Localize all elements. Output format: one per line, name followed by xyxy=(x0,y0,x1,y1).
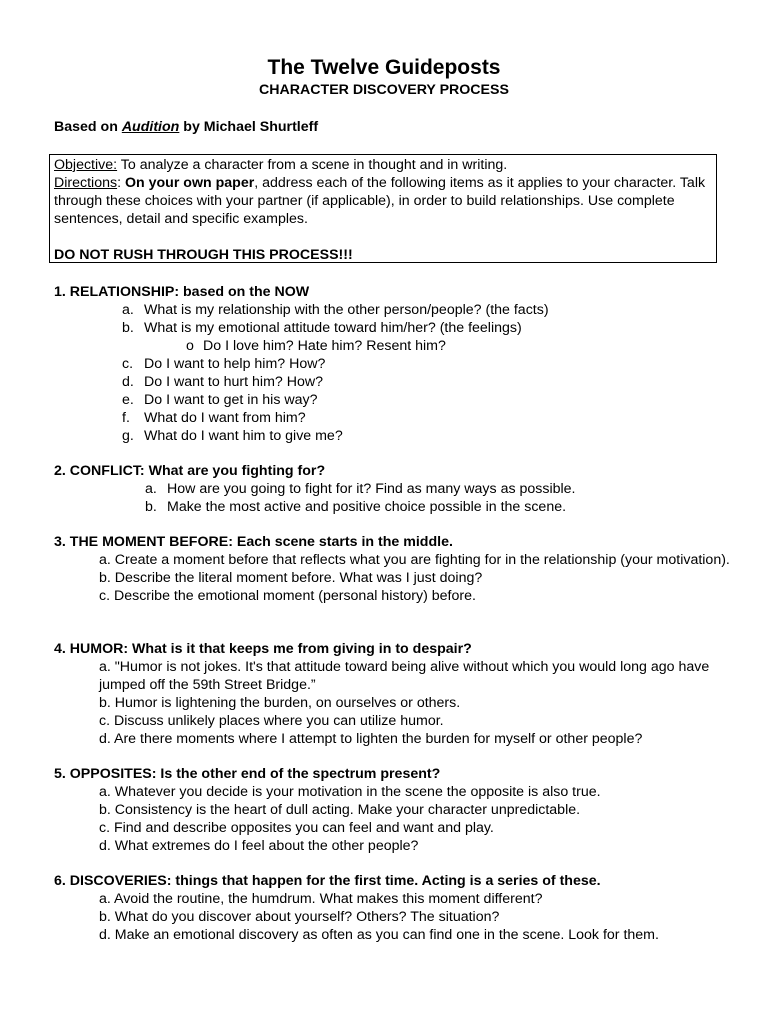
directions-emphasis: On your own paper xyxy=(124,175,255,191)
list-item: b. What do you discover about yourself? Others? The situation? xyxy=(99,909,500,925)
list-item: d. Are there moments where I attempt to lighten the burden for myself or other people? xyxy=(99,731,643,747)
sub-list-item xyxy=(54,337,734,355)
list-item: b. Consistency is the heart of dull acting. Make your character unpredictable. xyxy=(99,802,581,818)
list-text: How are you going to fight for it? Find as many ways as possible. xyxy=(167,481,576,497)
list-text: Do I want to get in his way? xyxy=(144,392,318,408)
list-text: What is my relationship with the other person/people? (the facts) xyxy=(144,302,549,318)
list-item: a. "Humor is not jokes. It's that attitude toward being alive without which you would long ago have jumped off the 59th Street Bridge.” xyxy=(99,659,710,693)
list-marker: f. xyxy=(122,410,130,426)
list-item: c. Find and describe opposites you can feel and want and play. xyxy=(99,820,494,836)
section-moment-before xyxy=(54,533,734,605)
list-text: Do I want to help him? How? xyxy=(144,356,326,372)
section-discoveries xyxy=(54,872,734,944)
list-text: Make the most active and positive choice possible in the scene. xyxy=(167,499,567,515)
source-line xyxy=(54,119,318,135)
list-item xyxy=(54,355,734,373)
bullet-marker: o xyxy=(186,338,194,354)
list-item xyxy=(54,498,734,516)
source-book-title: Audition xyxy=(121,119,180,135)
objective-text: To analyze a character from a scene in thought and in writing. xyxy=(117,157,508,173)
list-item: d. Make an emotional discovery as often as you can find one in the scene. Look for them. xyxy=(99,927,659,943)
section-heading: 6. DISCOVERIES: things that happen for the first time. Acting is a series of these. xyxy=(54,873,601,889)
list-marker: a. xyxy=(145,481,157,497)
list-item: a. Whatever you decide is your motivation in the scene the opposite is also true. xyxy=(99,784,601,800)
list-item xyxy=(54,427,734,445)
list-text: What do I want from him? xyxy=(144,410,306,426)
list-item: a. Avoid the routine, the humdrum. What makes this moment different? xyxy=(99,891,543,907)
document-subtitle: CHARACTER DISCOVERY PROCESS xyxy=(259,82,509,98)
section-heading: 5. OPPOSITES: Is the other end of the spectrum present? xyxy=(54,766,441,782)
item-list xyxy=(54,480,734,516)
list-marker: e. xyxy=(122,392,134,408)
section-heading: 3. THE MOMENT BEFORE: Each scene starts in the middle. xyxy=(54,534,453,550)
list-item: b. Describe the literal moment before. What was I just doing? xyxy=(99,570,483,586)
list-item xyxy=(54,373,734,391)
section-opposites xyxy=(54,765,734,855)
list-item: d. What extremes do I feel about the other people? xyxy=(99,838,419,854)
list-item xyxy=(54,480,734,498)
objective-label: Objective: xyxy=(54,157,118,173)
section-conflict xyxy=(54,462,734,516)
item-list xyxy=(54,301,734,445)
directions-label: Directions xyxy=(54,175,118,191)
list-marker: a. xyxy=(122,302,134,318)
directions-colon: : xyxy=(117,175,125,191)
objective-box xyxy=(49,154,717,263)
list-text: What is my emotional attitude toward him/her? (the feelings) xyxy=(144,320,522,336)
section-heading: 2. CONFLICT: What are you fighting for? xyxy=(54,463,326,479)
source-prefix: Based on xyxy=(54,119,122,135)
document-title: The Twelve Guideposts xyxy=(267,56,501,79)
section-heading: 1. RELATIONSHIP: based on the NOW xyxy=(54,284,310,300)
list-marker: b. xyxy=(122,320,134,336)
list-marker: c. xyxy=(122,356,134,372)
directions-text: , address each of the following items as it applies to your character. Talk through these choices with your partner (if applicable), in order to build relationships. Use complete sentences, detail and specific examples. xyxy=(54,175,706,227)
list-item: a. Create a moment before that reflects what you are fighting for in the relationship (your motivation). xyxy=(99,552,730,568)
list-marker: d. xyxy=(122,374,134,390)
list-marker: g. xyxy=(122,428,134,444)
section-relationship xyxy=(54,283,734,445)
section-humor xyxy=(54,640,734,748)
list-item xyxy=(54,301,734,319)
list-item: c. Discuss unlikely places where you can utilize humor. xyxy=(99,713,444,729)
warning-text: DO NOT RUSH THROUGH THIS PROCESS!!! xyxy=(54,247,353,263)
list-item xyxy=(54,409,734,427)
list-item: b. Humor is lightening the burden, on ourselves or others. xyxy=(99,695,461,711)
list-text: Do I love him? Hate him? Resent him? xyxy=(203,338,446,354)
section-heading: 4. HUMOR: What is it that keeps me from giving in to despair? xyxy=(54,641,472,657)
list-text: Do I want to hurt him? How? xyxy=(144,374,323,390)
source-author: by Michael Shurtleff xyxy=(179,119,319,135)
list-marker: b. xyxy=(145,499,157,515)
objective-line xyxy=(54,156,712,174)
directions-paragraph xyxy=(54,174,712,228)
list-text: What do I want him to give me? xyxy=(144,428,343,444)
list-item xyxy=(54,391,734,409)
list-item xyxy=(54,319,734,337)
list-item: c. Describe the emotional moment (personal history) before. xyxy=(99,588,476,604)
